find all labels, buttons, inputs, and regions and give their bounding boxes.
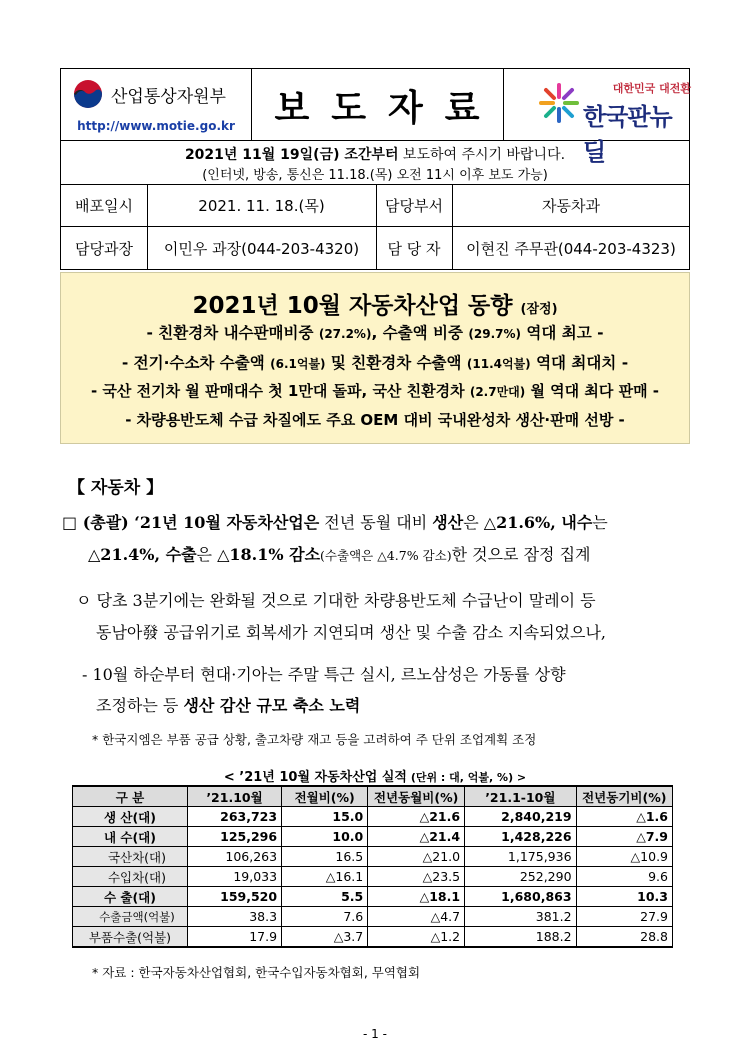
overview-line-1: □ (총괄) ‘21년 10월 자동차산업은 전년 동월 대비 생산은 △21.6%, 내수는 bbox=[62, 513, 608, 532]
table-cell: 9.6 bbox=[576, 867, 672, 887]
table-cell: △23.5 bbox=[368, 867, 465, 887]
table-cell: 188.2 bbox=[465, 927, 576, 948]
table-cell: 16.5 bbox=[282, 847, 368, 867]
dept-label: 담당부서 bbox=[385, 197, 443, 215]
summary-line-4: - 차량용반도체 수급 차질에도 주요 OEM 대비 국내완성차 생산·판매 선방 - bbox=[125, 411, 625, 429]
release-value: 2021. 11. 18.(목) bbox=[198, 197, 325, 215]
embargo-note: (인터넷, 방송, 통신은 11.18.(목) 오전 11시 이후 보도 가능) bbox=[202, 168, 548, 183]
row-label: 부품수출(억불) bbox=[73, 927, 188, 948]
ministry-name: 산업통상자원부 bbox=[111, 87, 226, 107]
table-source: * 자료 : 한국자동차산업협회, 한국수입자동차협회, 무역협회 bbox=[92, 965, 421, 980]
table-cell: 1,175,936 bbox=[465, 847, 576, 867]
summary-line-3: - 국산 전기차 월 판매대수 첫 1만대 돌파, 국산 친환경차 (2.7만대) 월 역대 최다 판매 - bbox=[90, 382, 660, 400]
page-number: - 1 - bbox=[363, 1027, 387, 1041]
dash-line-2: 조정하는 등 생산 감산 규모 축소 노력 bbox=[96, 696, 361, 715]
bullet-line-2: 동남아發 공급위기로 회복세가 지연되며 생산 및 수출 감소 지속되었으나, bbox=[96, 623, 606, 642]
table-cell: 17.9 bbox=[187, 927, 281, 948]
summary-title: 2021년 10월 자동차산업 동향 (잠정) bbox=[192, 293, 558, 319]
table-row bbox=[73, 807, 673, 827]
dept-value: 자동차과 bbox=[542, 197, 600, 215]
table-cell: △7.9 bbox=[576, 827, 672, 847]
release-row bbox=[61, 185, 689, 227]
manager-value: 이민우 과장(044-203-4320) bbox=[163, 239, 360, 258]
table-cell: 1,680,863 bbox=[465, 887, 576, 907]
table-caption: < ’21년 10월 자동차산업 실적 (단위 : 대, 억불, %) > bbox=[223, 770, 527, 785]
table-cell: △4.7 bbox=[368, 907, 465, 927]
officer-label: 담 당 자 bbox=[387, 239, 441, 258]
newdeal-name: 한국판뉴딜 bbox=[583, 103, 672, 166]
table-cell: △21.4 bbox=[368, 827, 465, 847]
row-label: 생 산(대) bbox=[73, 807, 188, 827]
summary-line-2: - 전기·수소차 수출액 (6.1억불) 및 친환경차 수출액 (11.4억불) 역대 최대치 - bbox=[121, 354, 629, 372]
row-label: 내 수(대) bbox=[73, 827, 188, 847]
table-cell: 38.3 bbox=[187, 907, 281, 927]
section-title: 【 자동차 】 bbox=[68, 478, 164, 498]
col-header: 전월비(%) bbox=[282, 786, 368, 807]
table-cell: △21.6 bbox=[368, 807, 465, 827]
table-row bbox=[73, 907, 673, 927]
summary-line-1: - 친환경차 내수판매비중 (27.2%), 수출액 비중 (29.7%) 역대 최고 - bbox=[146, 324, 604, 342]
table-row bbox=[73, 867, 673, 887]
row-label: 국산차(대) bbox=[73, 847, 188, 867]
doc-type-title: 보도자료 bbox=[274, 87, 502, 129]
table-header-row bbox=[73, 786, 673, 807]
row-label: 수 출(대) bbox=[73, 887, 188, 907]
newdeal-tagline: 대한민국 대전환 bbox=[612, 82, 691, 95]
release-label: 배포일시 bbox=[75, 197, 133, 215]
table-cell: 1,428,226 bbox=[465, 827, 576, 847]
summary-box bbox=[60, 272, 690, 444]
col-header: 구 분 bbox=[73, 786, 188, 807]
col-header: 전년동기비(%) bbox=[576, 786, 672, 807]
table-row bbox=[73, 847, 673, 867]
ministry-emblem-icon bbox=[73, 79, 103, 109]
table-cell: 10.3 bbox=[576, 887, 672, 907]
table-cell: 7.6 bbox=[282, 907, 368, 927]
table-cell: 10.0 bbox=[282, 827, 368, 847]
table-cell: 381.2 bbox=[465, 907, 576, 927]
table-cell: △1.6 bbox=[576, 807, 672, 827]
dash-line-1: - 10월 하순부터 현대·기아는 주말 특근 실시, 르노삼성은 가동률 상향 bbox=[82, 665, 566, 684]
col-header: ’21.10월 bbox=[187, 786, 281, 807]
embargo-text: 2021년 11월 19일(금) 조간부터 보도하여 주시기 바랍니다. bbox=[184, 147, 566, 163]
table-cell: 159,520 bbox=[187, 887, 281, 907]
performance-table bbox=[72, 785, 673, 948]
table-cell: 28.8 bbox=[576, 927, 672, 948]
table-cell: △16.1 bbox=[282, 867, 368, 887]
table-cell: 125,296 bbox=[187, 827, 281, 847]
table-cell: 252,290 bbox=[465, 867, 576, 887]
bullet-line-1: ㅇ 당초 3분기에는 완화될 것으로 기대한 차량용반도체 수급난이 말레이 등 bbox=[76, 591, 596, 610]
col-header: ’21.1-10월 bbox=[465, 786, 576, 807]
contact-row bbox=[61, 227, 689, 269]
table-cell: 19,033 bbox=[187, 867, 281, 887]
col-header: 전년동월비(%) bbox=[368, 786, 465, 807]
table-cell: △3.7 bbox=[282, 927, 368, 948]
row-label: 수출금액(억불) bbox=[73, 907, 188, 927]
table-cell: 263,723 bbox=[187, 807, 281, 827]
table-cell: 27.9 bbox=[576, 907, 672, 927]
table-cell: 5.5 bbox=[282, 887, 368, 907]
table-row bbox=[73, 887, 673, 907]
table-cell: 2,840,219 bbox=[465, 807, 576, 827]
table-cell: 106,263 bbox=[187, 847, 281, 867]
embargo-row bbox=[61, 141, 689, 185]
footnote: * 한국지엠은 부품 공급 상황, 출고차량 재고 등을 고려하여 주 단위 조업계획 조정 bbox=[92, 732, 537, 747]
overview-line-2: △21.4%, 수출은 △18.1% 감소(수출액은 △4.7% 감소)한 것으로 잠정 집계 bbox=[88, 545, 591, 564]
table-cell: △1.2 bbox=[368, 927, 465, 948]
ministry-url[interactable]: http://www.motie.go.kr bbox=[77, 119, 235, 133]
table-row bbox=[73, 927, 673, 948]
row-label: 수입차(대) bbox=[73, 867, 188, 887]
officer-value: 이현진 주무관(044-203-4323) bbox=[466, 239, 676, 258]
press-header bbox=[60, 68, 690, 270]
newdeal-logo-icon bbox=[537, 81, 581, 125]
table-cell: 15.0 bbox=[282, 807, 368, 827]
manager-label: 담당과장 bbox=[75, 239, 133, 258]
table-cell: △10.9 bbox=[576, 847, 672, 867]
table-cell: △18.1 bbox=[368, 887, 465, 907]
table-row bbox=[73, 827, 673, 847]
table-cell: △21.0 bbox=[368, 847, 465, 867]
